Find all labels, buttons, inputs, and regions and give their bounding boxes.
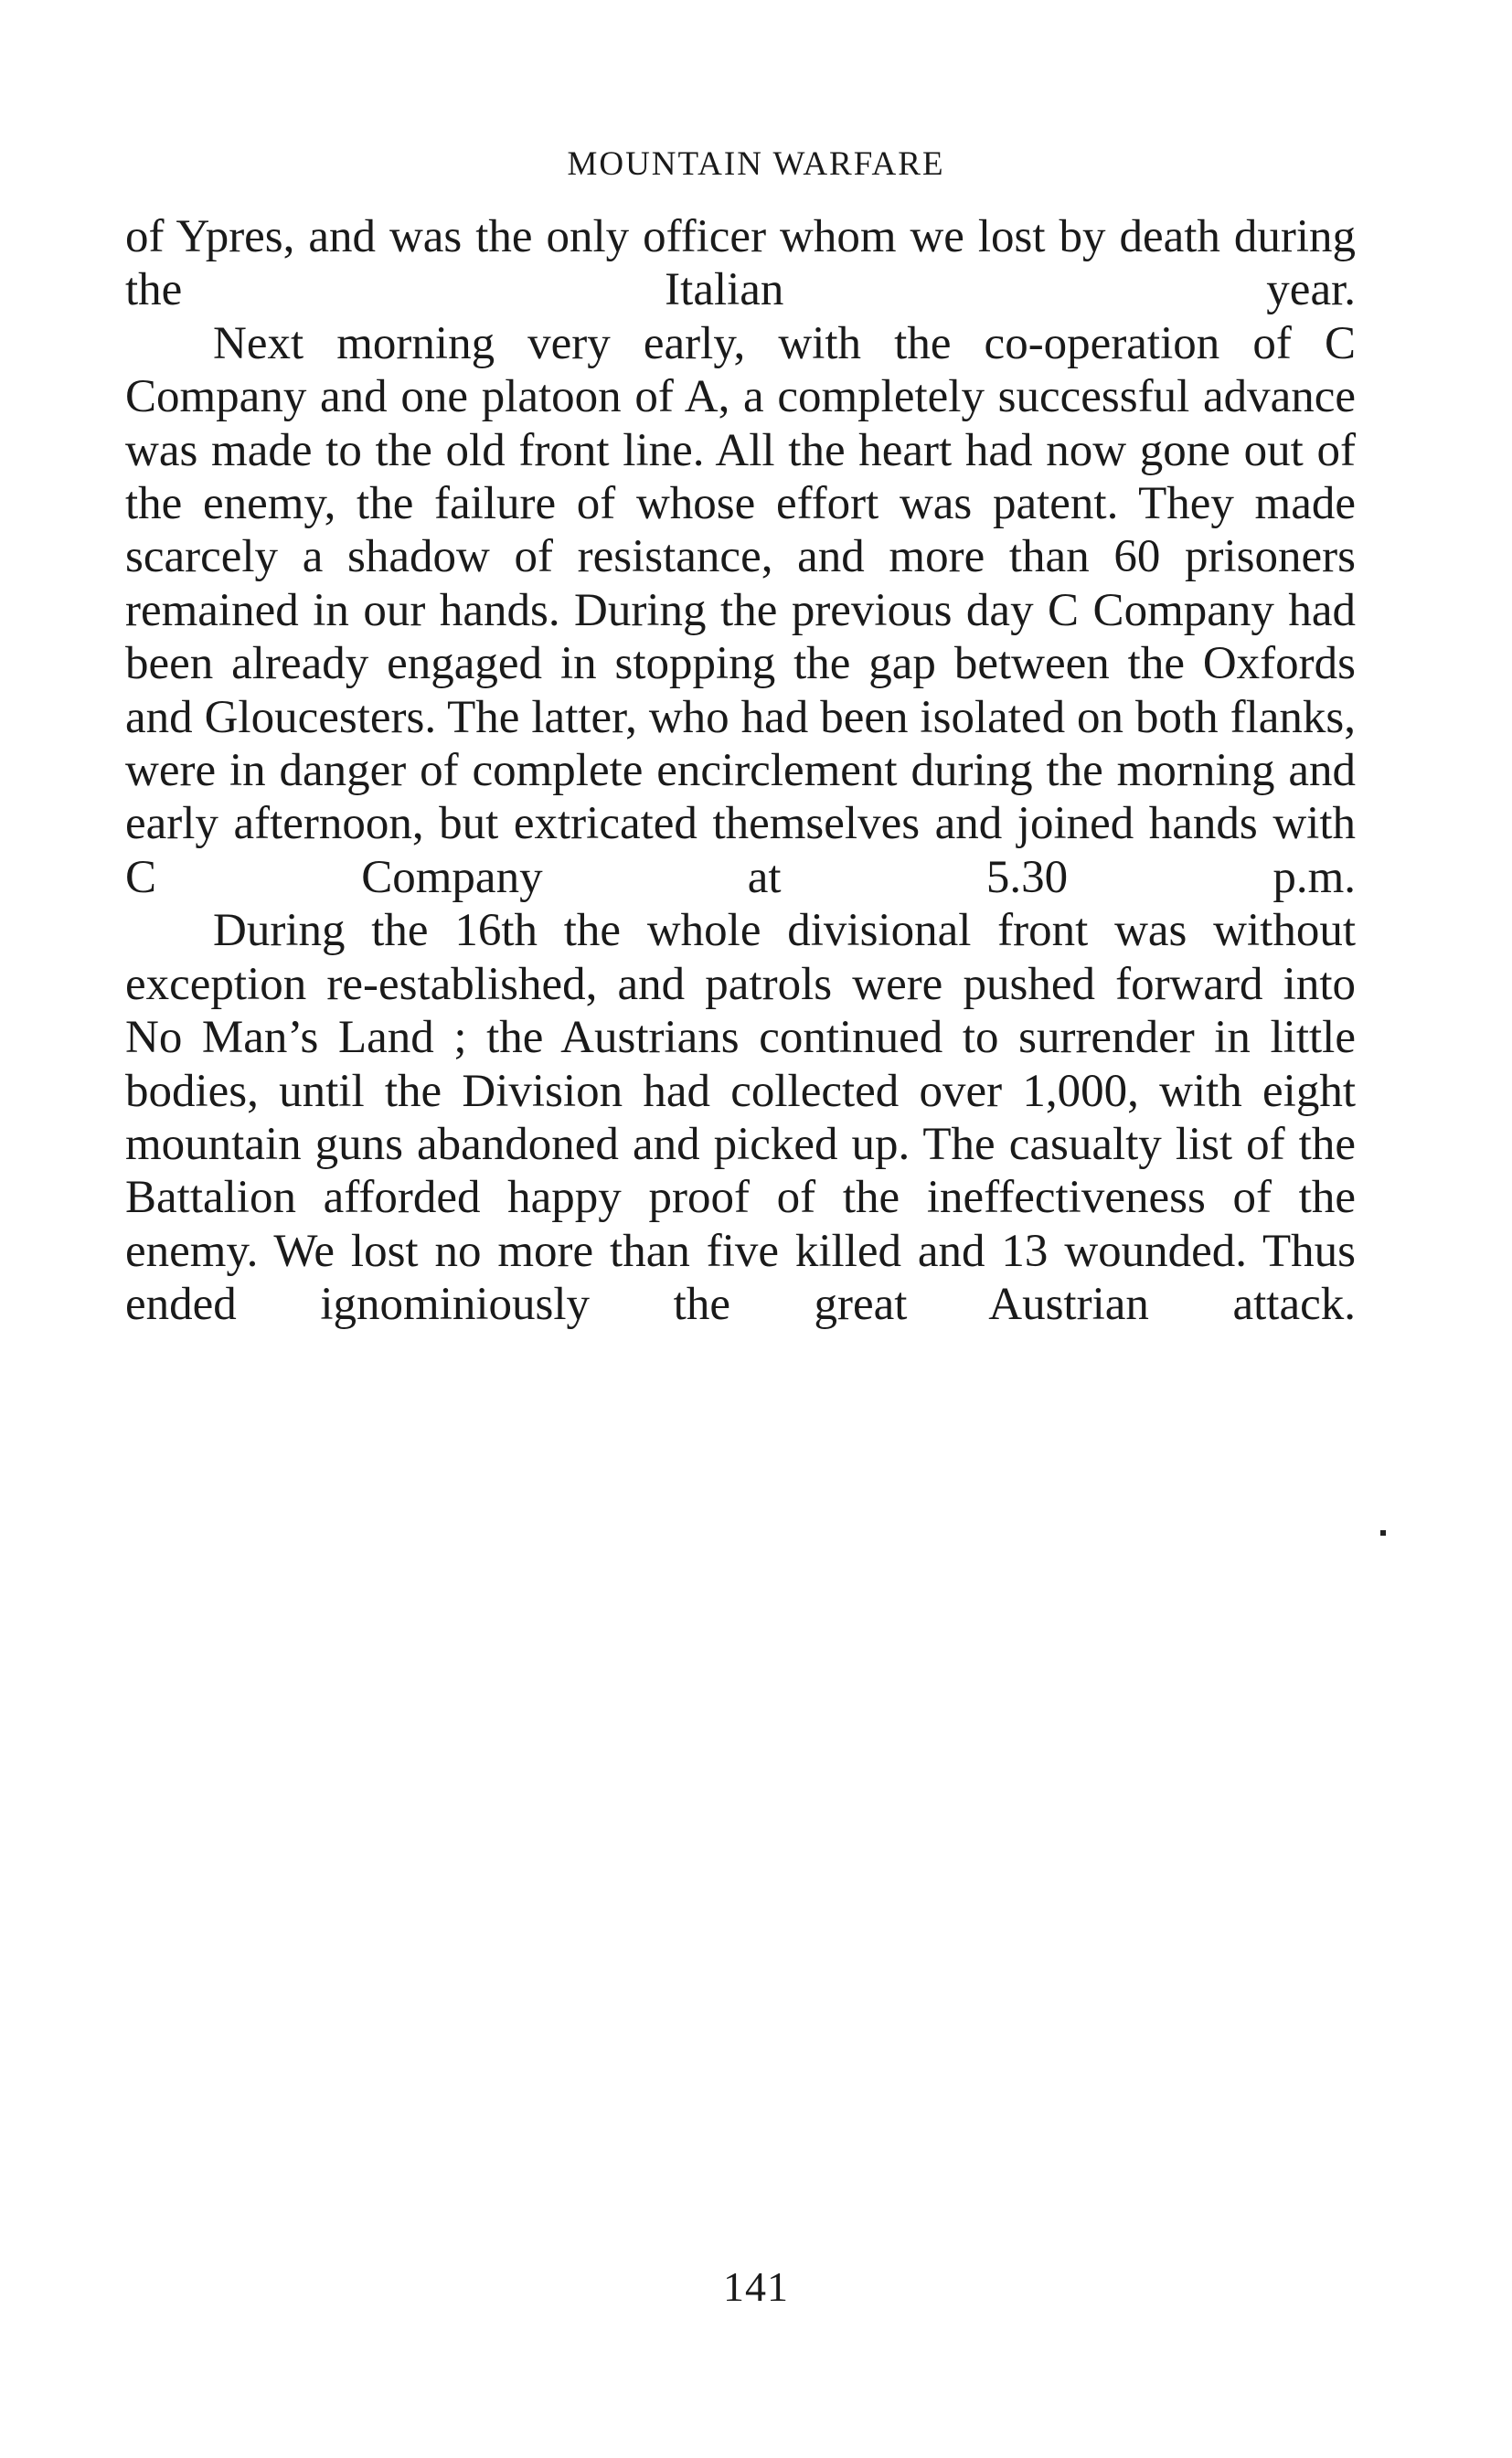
paragraph-advance: Next morning very early, with the co-operation of C Company and one platoon of A, a completely successful advance was made to the old front line. All the heart had now gone out of the enemy, the failure of whose effort was patent. They made scarcely a shadow of resistance, and more than 60 prisoners remained in our hands. During the previous day C Company had been already engaged in stopping the gap between the Oxfords and Gloucesters. The latter, who had been isolated on both flanks, were in danger of complete encirclement during the morning and early afternoon, but extricated themselves and joined hands with C Company at 5.30 p.m. <box>125 317 1356 903</box>
page-number: 141 <box>723 2263 789 2310</box>
paragraph-sixteenth: During the 16th the whole divisional front was without exception re-established, and patrols were pushed forward into No Man’s Land ; the Austrians continued to surrender in little bodies, until the Division had collected over 1,000, with eight mountain guns abandoned and picked up. The casualty list of the Battalion afforded happy proof of the ineffectiveness of the enemy. We lost no more than five killed and 13 wounded. Thus ended ignominiously the great Austrian attack. <box>125 905 1356 1331</box>
paragraph-continuation: of Ypres, and was the only officer whom we lost by death during the Italian year. <box>125 211 1356 316</box>
body-text <box>125 210 1356 1332</box>
scan-speck <box>1380 1530 1386 1536</box>
running-title: MOUNTAIN WARFARE <box>567 145 945 183</box>
